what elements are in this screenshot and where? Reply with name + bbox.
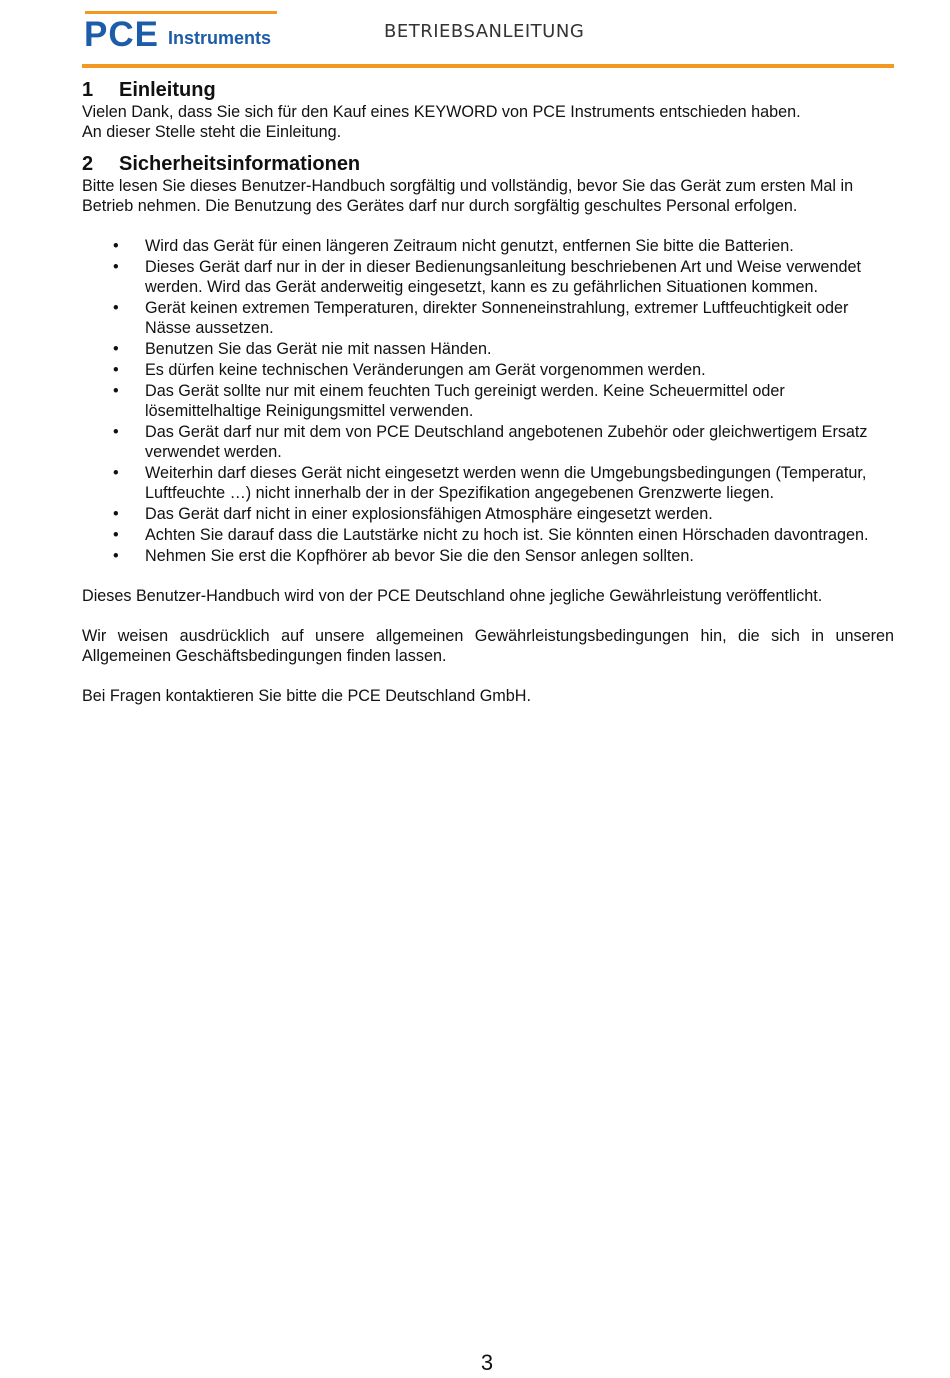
list-item-text: Das Gerät sollte nur mit einem feuchten Tuch gereinigt werden. Keine Scheuermittel oder lösemittelhaltige Reinigungsmittel verwenden. — [145, 382, 785, 420]
section-number: 2 — [82, 153, 94, 175]
list-item-text: Weiterhin darf dieses Gerät nicht eingesetzt werden wenn die Umgebungsbedingungen (Temperatur, Luftfeuchte …) nicht innerhalb der in der Spezifikation angegebenen Grenzwerte liegen. — [145, 464, 867, 502]
list-item — [82, 381, 894, 421]
list-item — [82, 298, 894, 338]
page-number: 3 — [480, 1350, 494, 1375]
safety-list — [82, 236, 894, 566]
list-item — [82, 463, 894, 503]
list-item-text: Nehmen Sie erst die Kopfhörer ab bevor Sie die den Sensor anlegen sollten. — [145, 547, 694, 565]
list-item-text: Wird das Gerät für einen längeren Zeitraum nicht genutzt, entfernen Sie bitte die Batterien. — [145, 237, 794, 255]
section-heading-sicherheit — [82, 152, 894, 176]
contact-paragraph: Bei Fragen kontaktieren Sie bitte die PCE Deutschland GmbH. — [82, 687, 531, 705]
bullet-icon: • — [113, 258, 119, 276]
list-item — [82, 339, 894, 359]
list-item — [82, 422, 894, 462]
logo-sub-text: Instruments — [168, 28, 272, 48]
list-item — [82, 525, 894, 545]
list-item-text: Achten Sie darauf dass die Lautstärke nicht zu hoch ist. Sie könnten einen Hörschaden davontragen. — [145, 526, 869, 544]
list-item-text: Dieses Gerät darf nur in der in dieser Bedienungsanleitung beschriebenen Art und Weise verwendet werden. Wird das Gerät anderweitig eingesetzt, kann es zu gefährlichen Situationen kommen. — [145, 258, 861, 296]
list-item — [82, 546, 894, 566]
page-content — [82, 78, 894, 706]
list-item — [82, 257, 894, 297]
list-item — [82, 236, 894, 256]
list-item-text: Benutzen Sie das Gerät nie mit nassen Händen. — [145, 340, 492, 358]
logo-accent-bar — [85, 11, 277, 14]
list-item-text: Gerät keinen extremen Temperaturen, direkter Sonneneinstrahlung, extremer Luftfeuchtigkeit oder Nässe aussetzen. — [145, 299, 849, 337]
bullet-icon: • — [113, 361, 119, 379]
bullet-icon: • — [113, 299, 119, 317]
bullet-icon: • — [113, 382, 119, 400]
header-divider — [82, 64, 894, 68]
disclaimer-paragraph: Dieses Benutzer-Handbuch wird von der PCE Deutschland ohne jegliche Gewährleistung veröffentlicht. — [82, 587, 823, 605]
section-title: Sicherheitsinformationen — [119, 153, 361, 175]
section-title: Einleitung — [119, 79, 216, 101]
section-number: 1 — [82, 79, 94, 101]
list-item-text: Das Gerät darf nicht in einer explosionsfähigen Atmosphäre eingesetzt werden. — [145, 505, 713, 523]
section-heading-einleitung — [82, 78, 894, 102]
bullet-icon: • — [113, 423, 119, 441]
bullet-icon: • — [113, 547, 119, 565]
list-item-text: Das Gerät darf nur mit dem von PCE Deutschland angebotenen Zubehör oder gleichwertigem Ersatz verwendet werden. — [145, 423, 868, 461]
list-item — [82, 504, 894, 524]
document-title: BETRIEBSANLEITUNG — [384, 21, 585, 42]
bullet-icon: • — [113, 526, 119, 544]
list-item-text: Es dürfen keine technischen Veränderungen am Gerät vorgenommen werden. — [145, 361, 706, 379]
logo-main-text: PCE — [84, 15, 159, 54]
bullet-icon: • — [113, 340, 119, 358]
pce-instruments-logo — [82, 10, 278, 56]
warranty-paragraph: Wir weisen ausdrücklich auf unsere allgemeinen Gewährleistungsbedingungen hin, die sich in unseren Allgemeinen Geschäftsbedingungen finden lassen. — [82, 627, 894, 665]
intro-line: An dieser Stelle steht die Einleitung. — [82, 123, 342, 141]
bullet-icon: • — [113, 237, 119, 255]
page-header — [82, 10, 894, 68]
list-item — [82, 360, 894, 380]
bullet-icon: • — [113, 505, 119, 523]
safety-intro: Bitte lesen Sie dieses Benutzer-Handbuch sorgfältig und vollständig, bevor Sie das Gerät zum ersten Mal in Betrieb nehmen. Die Benutzung des Gerätes darf nur durch sorgfältig geschultes Personal erfolgen. — [82, 177, 854, 215]
bullet-icon: • — [113, 464, 119, 482]
intro-line: Vielen Dank, dass Sie sich für den Kauf eines KEYWORD von PCE Instruments entschieden haben. — [82, 103, 801, 121]
